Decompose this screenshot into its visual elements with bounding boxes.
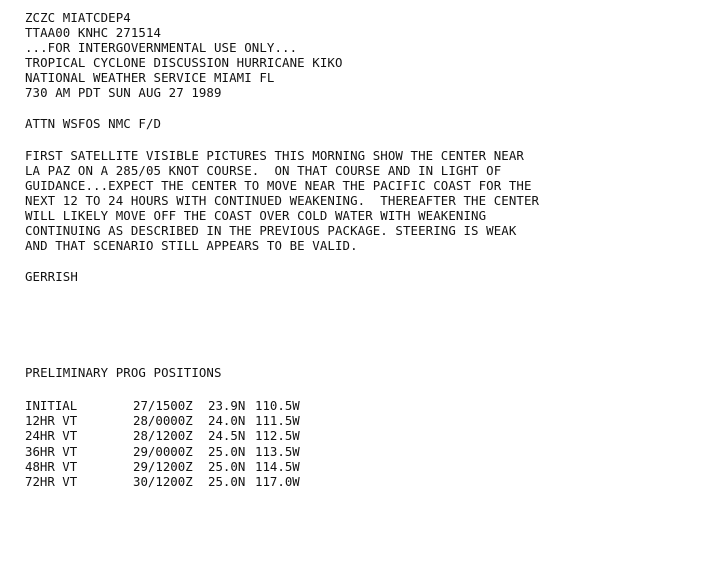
header-line-4: TROPICAL CYCLONE DISCUSSION HURRICANE KIKO (25, 55, 343, 70)
prog-time: 30/1200Z (133, 473, 193, 489)
prog-latitude: 24.0N (208, 413, 246, 429)
prog-time: 28/1200Z (133, 428, 193, 444)
prog-longitude: 113.5W (255, 443, 300, 459)
prog-longitude: 114.5W (255, 458, 300, 474)
prog-latitude: 24.5N (208, 428, 246, 444)
table-row (25, 473, 300, 489)
prog-time: 27/1500Z (133, 398, 193, 413)
prog-latitude: 25.0N (208, 473, 246, 489)
header-line-6: 730 AM PDT SUN AUG 27 1989 (25, 85, 222, 100)
attn-line: ATTN WSFOS NMC F/D (25, 116, 162, 131)
prog-longitude: 112.5W (255, 428, 300, 444)
header-line-5: NATIONAL WEATHER SERVICE MIAMI FL (25, 70, 275, 85)
table-row (25, 443, 300, 459)
prog-label: 12HR VT (25, 413, 78, 429)
prog-time: 29/0000Z (133, 443, 193, 459)
discussion-line: NEXT 12 TO 24 HOURS WITH CONTINUED WEAKENING. THEREAFTER THE CENTER (25, 193, 540, 208)
prog-positions-table (25, 398, 300, 489)
prog-label: 36HR VT (25, 443, 78, 459)
prog-longitude: 111.5W (255, 413, 300, 429)
header-line-3: ...FOR INTERGOVERNMENTAL USE ONLY... (25, 40, 298, 55)
discussion-line: FIRST SATELLITE VISIBLE PICTURES THIS MORNING SHOW THE CENTER NEAR (25, 148, 524, 163)
discussion-line: GUIDANCE...EXPECT THE CENTER TO MOVE NEAR THE PACIFIC COAST FOR THE (25, 178, 532, 193)
prog-latitude: 25.0N (208, 443, 246, 459)
prog-label: INITIAL (25, 398, 78, 413)
prog-label: 24HR VT (25, 428, 78, 444)
discussion-line: LA PAZ ON A 285/05 KNOT COURSE. ON THAT COURSE AND IN LIGHT OF (25, 163, 502, 178)
table-row (25, 398, 300, 413)
prog-longitude: 117.0W (255, 473, 300, 489)
prog-label: 72HR VT (25, 473, 78, 489)
prog-heading: PRELIMINARY PROG POSITIONS (25, 365, 222, 380)
discussion-line: CONTINUING AS DESCRIBED IN THE PREVIOUS PACKAGE. STEERING IS WEAK (25, 223, 517, 238)
header-line-1: ZCZC MIATCDEP4 (25, 10, 131, 25)
prog-latitude: 23.9N (208, 398, 246, 413)
prog-longitude: 110.5W (255, 398, 300, 413)
discussion-line: AND THAT SCENARIO STILL APPEARS TO BE VALID. (25, 238, 358, 253)
discussion-line: WILL LIKELY MOVE OFF THE COAST OVER COLD WATER WITH WEAKENING (25, 208, 487, 223)
prog-label: 48HR VT (25, 458, 78, 474)
prog-latitude: 25.0N (208, 458, 246, 474)
table-row (25, 413, 300, 429)
table-row (25, 458, 300, 474)
forecaster-name: GERRISH (25, 269, 78, 284)
table-row (25, 428, 300, 444)
prog-time: 29/1200Z (133, 458, 193, 474)
header-line-2: TTAA00 KNHC 271514 (25, 25, 162, 40)
prog-time: 28/0000Z (133, 413, 193, 429)
